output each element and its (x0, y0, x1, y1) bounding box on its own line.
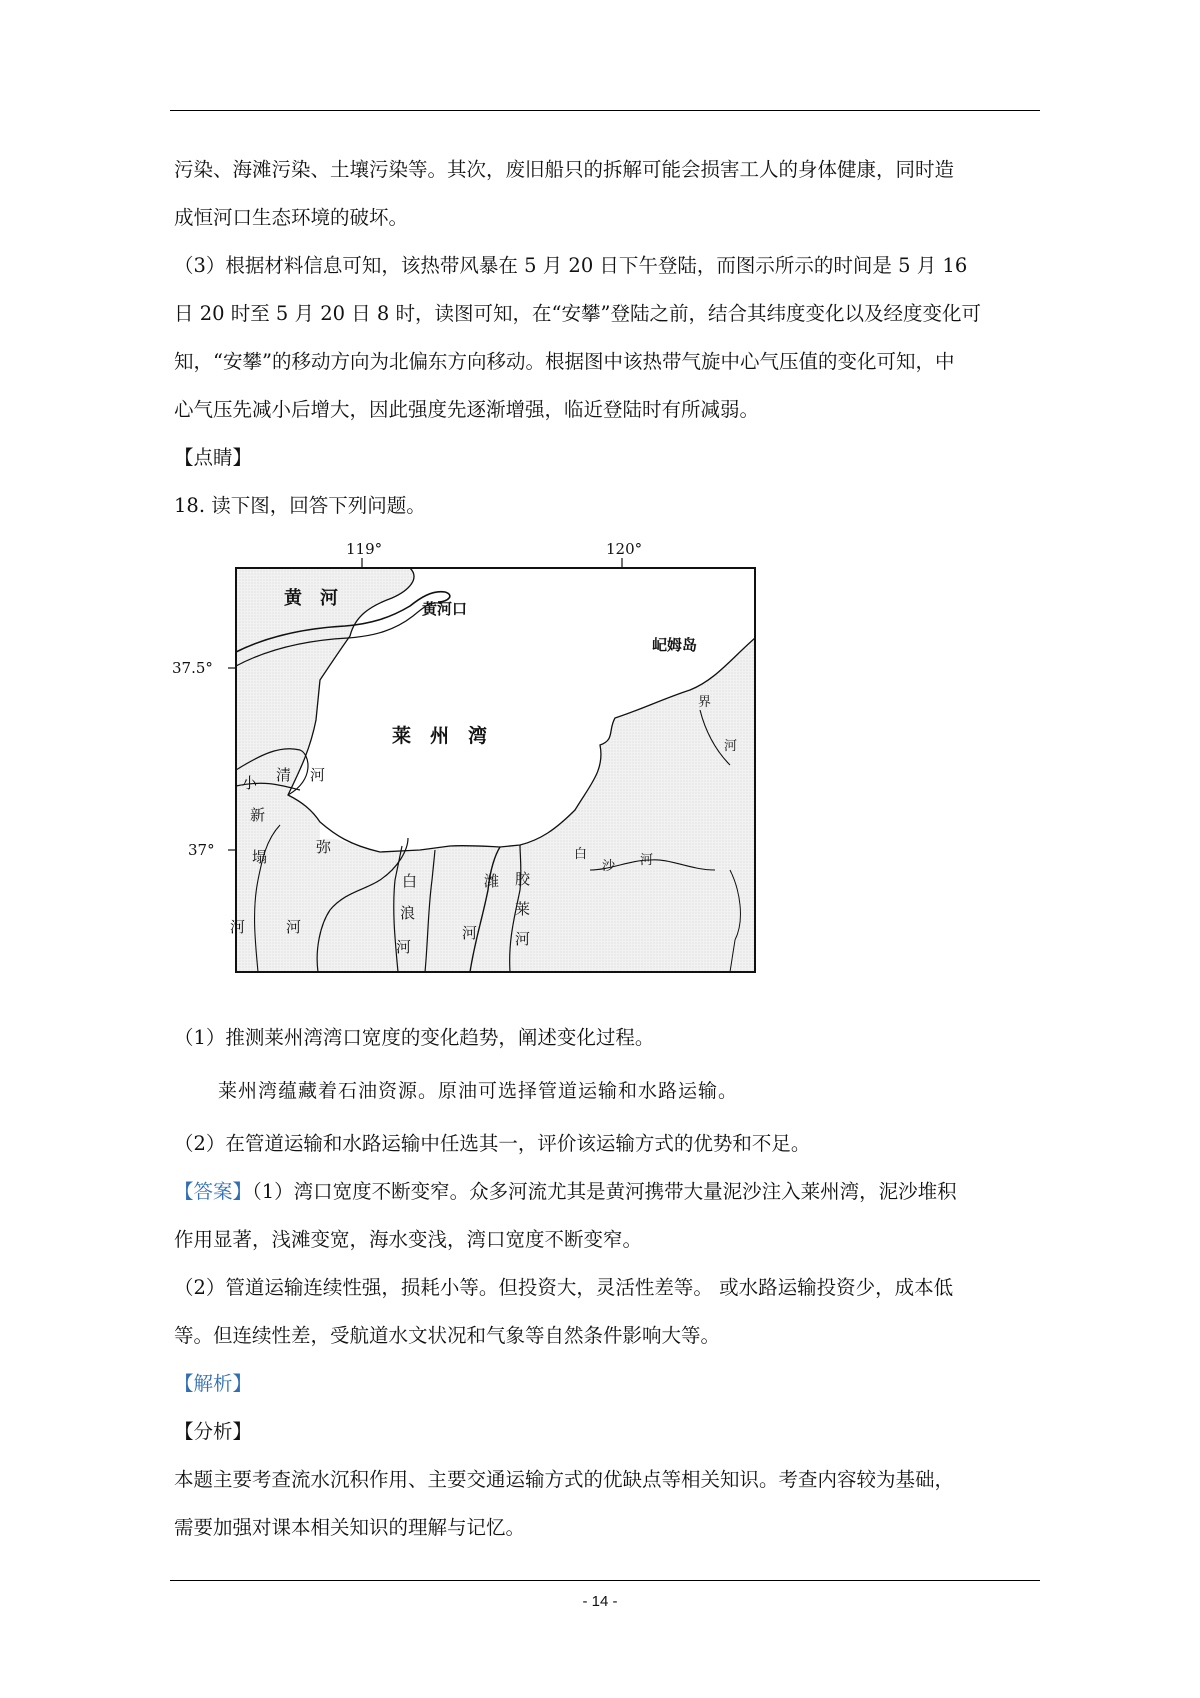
header-rule (170, 110, 1040, 111)
label-xiaoqinghe-3: 河 (310, 766, 326, 784)
label-jiaolaihe-1: 胶 (515, 870, 531, 888)
page-number: - 14 - (582, 1593, 618, 1610)
label-xintahe-1: 新 (250, 806, 266, 824)
material-text: 莱州湾蕴藏着石油资源。原油可选择管道运输和水路运输。 (218, 1080, 739, 1102)
answer-line-3: （2）管道运输连续性强，损耗小等。但投资大，灵活性差等。 或水路运输投资少，成本低 (174, 1276, 954, 1299)
text-line: 成恒河口生态环境的破坏。 (174, 206, 409, 229)
answer-text: （1）湾口宽度不断变窄。众多河流尤其是黄河携带大量泥沙注入莱州湾，泥沙堆积 (252, 1180, 957, 1203)
answer-block (174, 1120, 1040, 1552)
answer-line-2: 作用显著，浅滩变宽，海水变浅，湾口宽度不断变窄。 (174, 1228, 643, 1251)
label-mihe-2: 河 (286, 918, 302, 936)
text-line: 知，“安攀”的移动方向为北偏东方向移动。根据图中该热带气旋中心气压值的变化可知，中 (174, 350, 955, 373)
label-mihe-1: 弥 (316, 838, 332, 856)
text-line: 日 20 时至 5 月 20 日 8 时，读图可知，在“安攀”登陆之前，结合其纬度变化以及经度变化可 (174, 302, 981, 325)
analysis-line-2: 需要加强对课本相关知识的理解与记忆。 (174, 1516, 526, 1539)
label-bailanghe-1: 白 (402, 872, 418, 890)
label-baishahe-1: 白 (574, 847, 588, 862)
label-jiehe-2: 河 (724, 739, 738, 754)
label-jiaolaihe-2: 莱 (515, 900, 531, 918)
question-1 (174, 1014, 1040, 1062)
label-qimudao: 屺姆岛 (652, 636, 698, 654)
label-xiaoqinghe-1: 小 (242, 774, 258, 792)
label-huanghekou: 黄河口 (422, 600, 468, 618)
lat-label-37: 37° (188, 841, 215, 859)
label-laizhouwan: 莱 州 湾 (392, 725, 488, 747)
label-baishahe-3: 河 (640, 853, 654, 868)
label-baishahe-2: 沙 (602, 859, 616, 874)
dianjing-heading: 【点睛】 (174, 446, 253, 469)
label-jiaolaihe-3: 河 (515, 930, 531, 948)
jiexi-heading (174, 1360, 1040, 1408)
label-huanghe: 黄 河 (284, 588, 338, 609)
answer-tag: 【答案】 (174, 1180, 253, 1203)
label-weihe-1: 潍 (484, 872, 500, 890)
question-18-heading: 18. 读下图，回答下列问题。 (174, 494, 426, 517)
label-xiaoqinghe-2: 清 (276, 766, 292, 784)
lat-label-37-5: 37.5° (172, 659, 213, 677)
answer-line-4: 等。但连续性差，受航道水文状况和气象等自然条件影响大等。 (174, 1324, 721, 1347)
label-weihe-2: 河 (462, 924, 478, 942)
text-line: 污染、海滩污染、土壤污染等。其次，废旧船只的拆解可能会损害工人的身体健康，同时造 (174, 158, 955, 181)
text-line: 心气压先减小后增大，因此强度先逐渐增强，临近登陆时有所减弱。 (174, 398, 760, 421)
fenxi-heading: 【分析】 (174, 1420, 253, 1443)
lon-label-120: 120° (606, 540, 643, 558)
laizhou-bay-map (170, 540, 830, 1000)
label-bailanghe-3: 河 (396, 938, 412, 956)
question-2-text: （2）在管道运输和水路运输中任选其一，评价该运输方式的优势和不足。 (174, 1132, 811, 1155)
jiexi-tag: 【解析】 (174, 1372, 253, 1395)
analysis-line-1: 本题主要考查流水沉积作用、主要交通运输方式的优缺点等相关知识。考查内容较为基础， (174, 1468, 955, 1491)
label-jiehe-1: 界 (698, 695, 712, 710)
label-bailanghe-2: 浪 (400, 904, 416, 922)
lon-label-119: 119° (346, 540, 383, 558)
footer-rule (170, 1580, 1040, 1581)
answer-line-1 (174, 1168, 1040, 1216)
question-1-text: （1）推测莱州湾湾口宽度的变化趋势，阐述变化过程。 (174, 1026, 655, 1049)
label-xintahe-3: 河 (230, 918, 246, 936)
text-line: （3）根据材料信息可知，该热带风暴在 5 月 20 日下午登陆，而图示所示的时间是 5 月 16 (174, 254, 968, 277)
label-xintahe-2: 塌 (252, 848, 268, 866)
top-text-block (174, 146, 1040, 530)
